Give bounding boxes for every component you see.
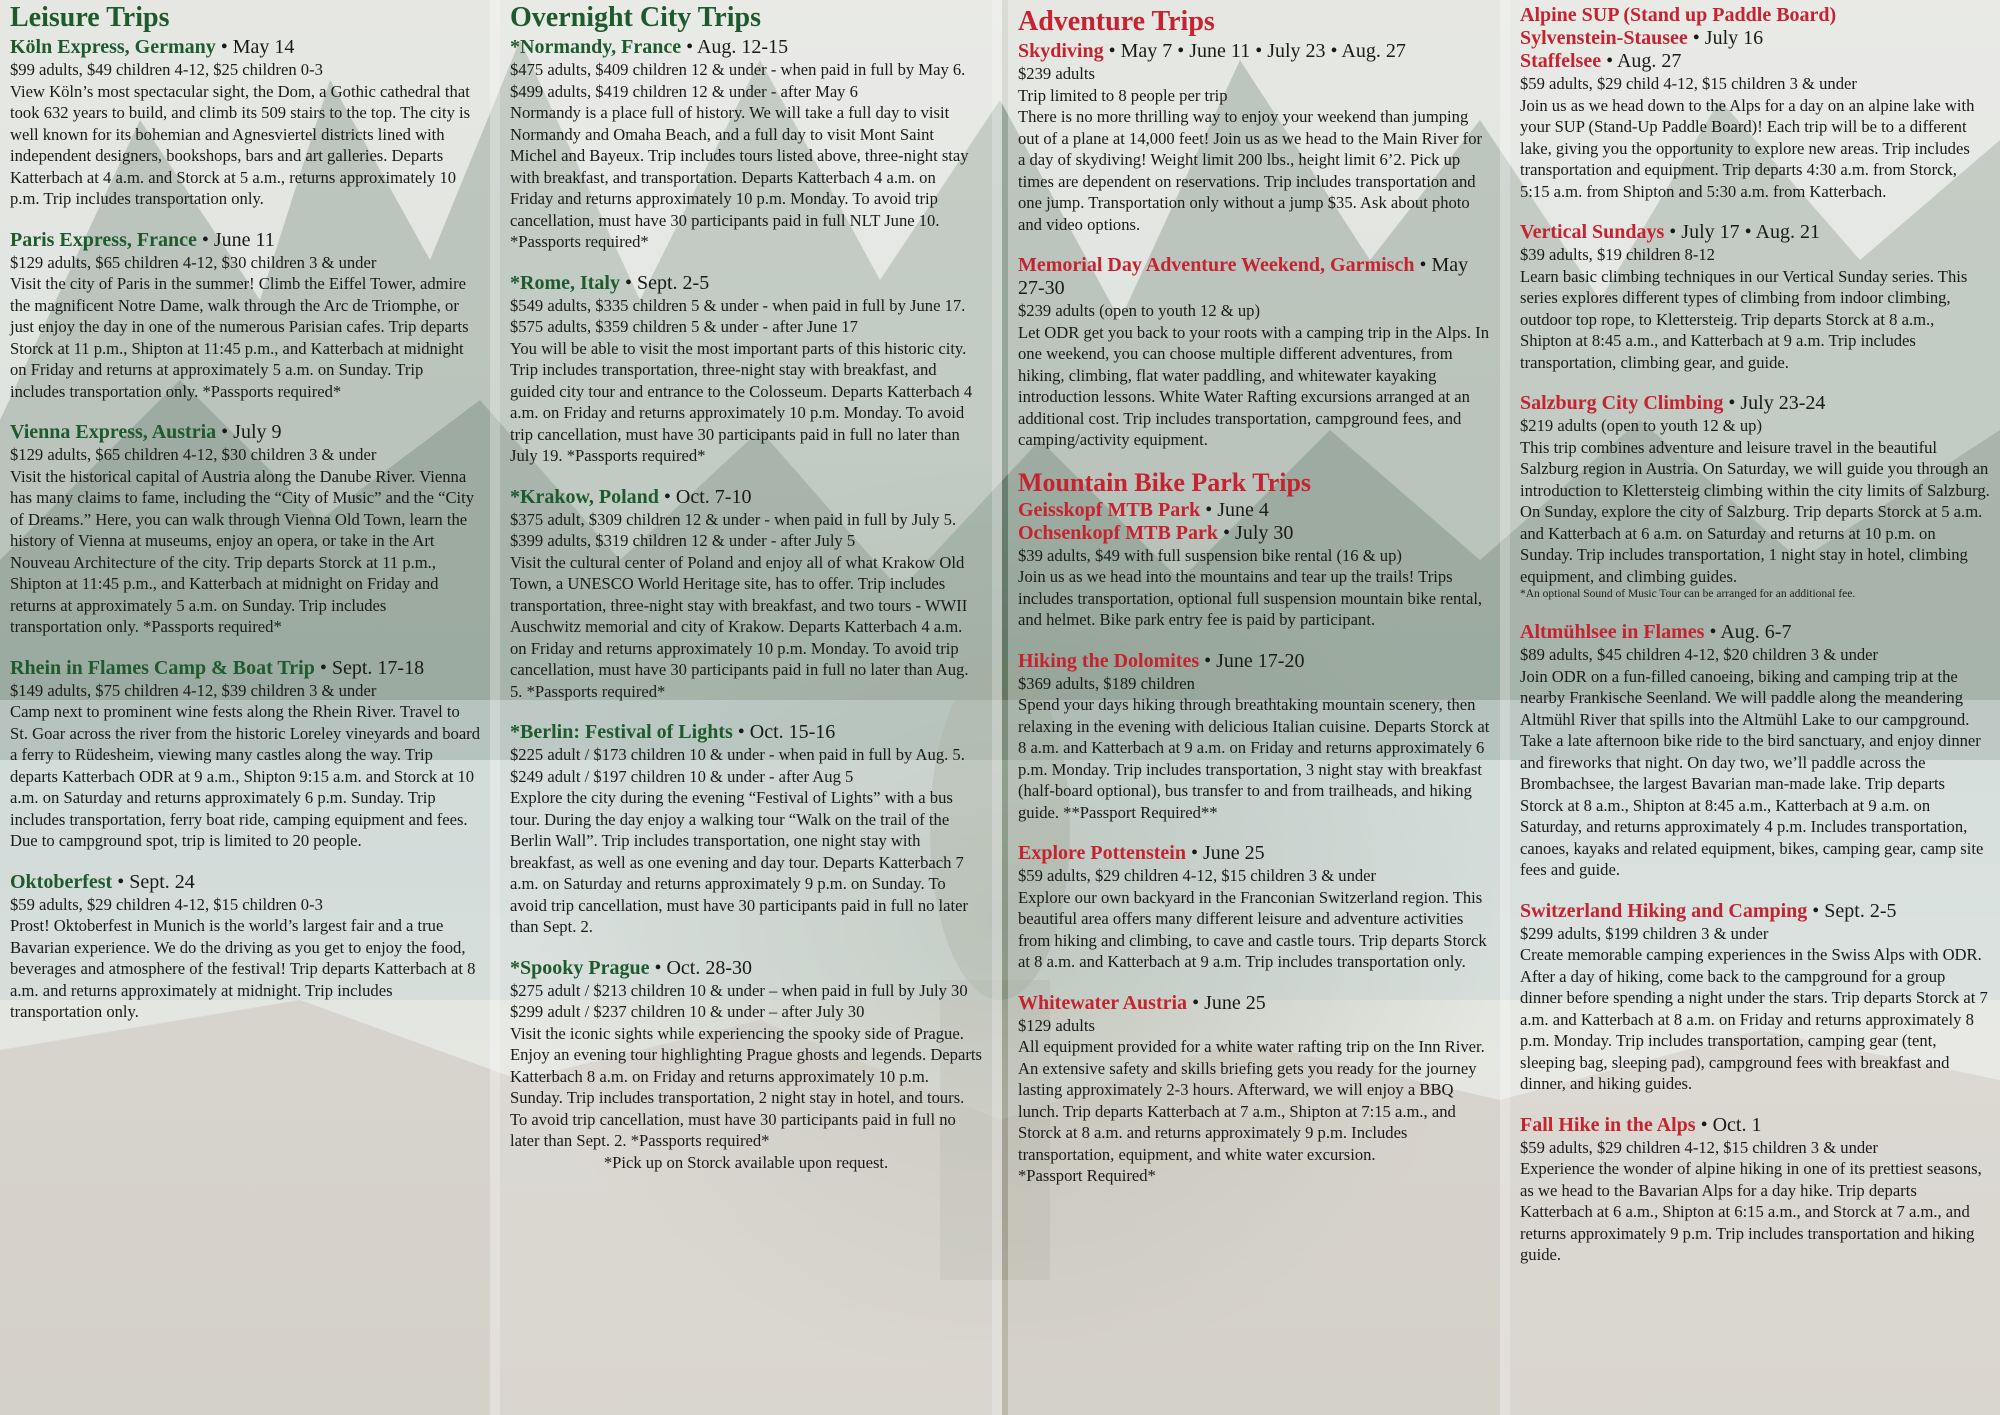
trip-text: $99 adults, $49 children 4-12, $25 children 0-3 bbox=[10, 60, 323, 79]
trip-text: Let ODR get you back to your roots with a camping trip in the Alps. In one weekend, you can choose multiple different adventures, from hiking, climbing, flat water paddling, and whitewater kayaking introduction lessons. White Water Rafting excursions arranged at an additional cost. Trip includes transportation, campground fees, and camping/activity equipment. bbox=[1018, 322, 1490, 449]
trip-item bbox=[10, 871, 480, 1023]
trip-item bbox=[1520, 221, 1990, 373]
trip-title: Sylvenstein-Stausee bbox=[1520, 27, 1688, 49]
trip-item bbox=[10, 229, 480, 403]
trip-item bbox=[510, 486, 982, 703]
trip-item bbox=[510, 36, 982, 253]
trip-title: Whitewater Austria bbox=[1018, 991, 1188, 1014]
trip-text: Explore our own backyard in the Franconian Switzerland region. This beautiful area offers many different leisure and adventure activities from hiking and climbing, to cave and castle tours. Trip departs Storck at 8 a.m. and Katterbach at 9 a.m. Trip includes transportation only. bbox=[1018, 887, 1487, 971]
trip-dates: • Sept. 2-5 bbox=[1812, 899, 1897, 922]
section-title-mountain-bike-park-trips: Mountain Bike Park Trips bbox=[1018, 467, 1312, 497]
trip-text: $59 adults, $29 child 4-12, $15 children 3 & under bbox=[1520, 74, 1857, 93]
trip-item bbox=[1018, 992, 1490, 1187]
trip-text: There is no more thrilling way to enjoy your weekend than jumping out of a plane at 14,000 feet! Join us as we head to the Main River for a day of skydiving! Weight limit 200 lbs., height limit 6’2. Pick up times are dependent on reservations. Trip includes transportation and one jump. Transportation only without a jump $35. Ask about photo and video options. bbox=[1018, 107, 1483, 234]
trip-dates: • June 25 bbox=[1192, 991, 1266, 1014]
trip-title: Vienna Express, Austria bbox=[10, 421, 217, 443]
trip-title: *Spooky Prague bbox=[510, 956, 650, 979]
trip-text: $39 adults, $19 children 8-12 bbox=[1520, 245, 1715, 264]
trip-dates: • May 14 bbox=[220, 36, 295, 58]
trip-text: $549 adults, $335 children 5 & under - when paid in full by June 17. bbox=[510, 295, 966, 315]
trip-text: $249 adult / $197 children 10 & under - after Aug 5 bbox=[510, 766, 854, 786]
trip-title: Alpine SUP (Stand up Paddle Board) bbox=[1520, 4, 1837, 26]
trip-item bbox=[1520, 900, 1990, 1095]
trip-title: *Krakow, Poland bbox=[510, 485, 659, 508]
trip-dates: • Oct. 7-10 bbox=[663, 485, 752, 508]
trip-text: Visit the city of Paris in the summer! Climb the Eiffel Tower, admire the magnificent Notre Dame, walk through the Arc de Triomphe, or just enjoy the day in one of the numerous Parisian cafes. Trip departs Storck at 11 p.m., Shipton at 11:45 p.m., and Katterbach at midnight on Friday and returns at approximately 5 a.m. on Sunday. Trip includes transportation only. *Passports required* bbox=[10, 274, 469, 401]
trip-title: *Rome, Italy bbox=[510, 271, 620, 294]
trip-title: Geisskopf MTB Park bbox=[1018, 498, 1201, 521]
trip-alpine-sup bbox=[1520, 2, 1990, 202]
trip-title: *Berlin: Festival of Lights bbox=[510, 721, 733, 743]
trip-text: $475 adults, $409 children 12 & under - when paid in full by May 6. bbox=[510, 60, 966, 79]
trip-text: $219 adults (open to youth 12 & up) bbox=[1520, 416, 1762, 435]
trip-text: $239 adults (open to youth 12 & up) bbox=[1018, 301, 1260, 320]
trip-dates: • Aug. 6-7 bbox=[1709, 621, 1792, 643]
trip-text: Camp next to prominent wine fests along the Rhein River. Travel to St. Goar across the river from the historic Loreley vineyards and board a ferry to Rüdesheim, viewing many castles along the way. Trip departs Katterbach ODR at 9 a.m., Shipton 9:15 a.m. and Storck at 10 a.m. on Saturday and returns approximately 6 p.m. Sunday. Trip includes transportation, ferry boat ride, camping equipment and fees. Due to campground spot, trip is limited to 20 people. bbox=[10, 702, 481, 850]
trip-text: $399 adults, $319 children 12 & under - after July 5 bbox=[510, 531, 856, 550]
trip-text: Join us as we head into the mountains and tear up the trails! Trips includes transportation, optional full suspension mountain bike rental, and helmet. Bike park entry fee is paid by participant. bbox=[1018, 567, 1483, 629]
trip-dates: • July 17 • Aug. 21 bbox=[1669, 221, 1820, 243]
trip-dates: • Oct. 28-30 bbox=[654, 956, 753, 979]
trip-text: Spend your days hiking through breathtaking mountain scenery, then relaxing in the evening with delicious Italian cuisine. Departs Storck at 8 a.m. and Katterbach at 9 a.m. on Friday and returns approximately 6 p.m. Monday. Trip includes transportation, 3 night stay with breakfast (half-board optional), bus transfer to and from trailheads, and hiking guide. **Passport Required** bbox=[1018, 695, 1490, 822]
trip-item bbox=[1018, 650, 1490, 824]
trip-text: $129 adults, $65 children 4-12, $30 children 3 & under bbox=[10, 445, 377, 464]
trip-title: Ochsenkopf MTB Park bbox=[1018, 521, 1219, 544]
trip-dates: • Sept. 2-5 bbox=[624, 271, 710, 294]
trip-title: Altmühlsee in Flames bbox=[1520, 621, 1705, 643]
trip-title: Fall Hike in the Alps bbox=[1520, 1113, 1696, 1136]
trip-title: Oktoberfest bbox=[10, 870, 113, 893]
trip-title: Skydiving bbox=[1018, 40, 1104, 62]
trip-dates: • July 16 bbox=[1692, 27, 1764, 49]
trip-text: $149 adults, $75 children 4-12, $39 children 3 & under bbox=[10, 680, 377, 700]
trip-title: *Normandy, France bbox=[510, 36, 682, 58]
trip-item bbox=[1520, 392, 1990, 602]
section-title-leisure-trips: Leisure Trips bbox=[10, 2, 170, 33]
trip-text: $59 adults, $29 children 4-12, $15 children 3 & under bbox=[1520, 1137, 1879, 1157]
trip-text: Normandy is a place full of history. We will take a full day to visit Normandy and Omaha Beach, and a full day to visit Mont Saint Michel and Bayeux. Trip includes tours listed above, three-night stay with breakfast, and transportation. Departs Katterbach 4 a.m. on Friday and returns approximately 10 p.m. Monday. To avoid trip cancellation, must have 30 participants paid in full NLT June 10. *Passports required* bbox=[510, 103, 969, 251]
trip-title: Paris Express, France bbox=[10, 228, 197, 251]
trip-text: Experience the wonder of alpine hiking in one of its prettiest seasons, as we head to the Bavarian Alps for a day hike. Trip departs Katterbach at 6 a.m., Shipton at 6:15 a.m., and Storck at 7 a.m., and returns approximately 9 p.m. Trip includes transportation and hiking guide. bbox=[1520, 1159, 1982, 1264]
trip-text: This trip combines adventure and leisure travel in the beautiful Salzburg region in Austria. On Saturday, we will guide you through an introduction to Klettersteig climbing within the city limits of Salzburg. On Sunday, explore the city of Salzburg. Trip departs Storck at 5 a.m. and Katterbach at 6 a.m. on Saturday and returns at 10 p.m. on Sunday. Trip includes transportation, 1 night stay in hotel, climbing equipment, and climbing guides. bbox=[1520, 437, 1990, 586]
trip-item bbox=[10, 36, 480, 210]
trip-text: Create memorable camping experiences in the Swiss Alps with ODR. After a day of hiking, come back to the campground for a group dinner before spending a night under the stars. Trip departs Storck at 7 a.m. and Katterbach at 8 a.m. on Friday and returns approximately 8 p.m. Monday. Trip includes transportation, camping gear (tent, sleeping bag, sleeping pad), campground fees with breakfast and dinner, and hiking guides. bbox=[1520, 945, 1988, 1093]
trip-text: Visit the historical capital of Austria along the Danube River. Vienna has many claims to fame, including the “City of Music” and the “City of Dreams.” Here, you can walk through Vienna Old Town, learn the history of Vienna at museums, enjoy an opera, or take in the Art Nouveau Architecture of the city. Trip departs Storck at 11 p.m., Shipton at 11:45 p.m., and Katterbach at midnight on Friday and returns at approximately 5 a.m. on Sunday. Trip includes transportation only. *Passports required* bbox=[10, 466, 475, 636]
trip-dates: • Oct. 15-16 bbox=[737, 721, 836, 743]
trip-text: $39 adults, $49 with full suspension bike rental (16 & up) bbox=[1018, 545, 1402, 565]
overnight-city-trips-column bbox=[500, 0, 992, 1415]
trip-dates: • Aug. 12-15 bbox=[686, 36, 789, 58]
trip-text: $299 adults, $199 children 3 & under bbox=[1520, 923, 1769, 943]
trip-item bbox=[1018, 254, 1490, 451]
pickup-footnote: *Pick up on Storck available upon request. bbox=[603, 1152, 889, 1172]
leisure-trips-column bbox=[0, 0, 490, 1415]
trip-dates: • Sept. 24 bbox=[117, 870, 195, 893]
trip-item bbox=[1520, 621, 1990, 881]
trip-dates: • Aug. 27 bbox=[1606, 50, 1682, 72]
trip-note: *An optional Sound of Music Tour can be arranged for an additional fee. bbox=[1520, 588, 1856, 600]
trip-title: Explore Pottenstein bbox=[1018, 842, 1186, 864]
trip-text: $59 adults, $29 children 4-12, $15 children 3 & under bbox=[1018, 866, 1377, 885]
trip-text: $225 adult / $173 children 10 & under - when paid in full by Aug. 5. bbox=[510, 745, 965, 764]
trip-text: *Passport Required* bbox=[1018, 1166, 1156, 1185]
trip-text: $575 adults, $359 children 5 & under - after June 17 bbox=[510, 317, 858, 336]
trip-text: $59 adults, $29 children 4-12, $15 children 0-3 bbox=[10, 894, 323, 914]
trip-text: $89 adults, $45 children 4-12, $20 children 3 & under bbox=[1520, 645, 1879, 664]
trip-item bbox=[510, 721, 982, 938]
trip-dates: • June 11 bbox=[201, 228, 275, 251]
trip-text: $275 adult / $213 children 10 & under – when paid in full by July 30 bbox=[510, 980, 968, 1000]
trip-dates: • June 25 bbox=[1190, 842, 1265, 864]
trip-text: Visit the iconic sights while experiencing the spooky side of Prague. Enjoy an evening tour highlighting Prague ghosts and legends. Departs Katterbach 8 a.m. on Friday and returns approximately 10 p.m. Sunday. Trip includes transportation, 2 night stay in hotel, and tours. To avoid trip cancellation, must have 30 participants paid in full no later than Sept. 2. *Passports required* bbox=[510, 1023, 982, 1150]
trip-item bbox=[10, 421, 480, 638]
trip-text: Join us as we head down to the Alps for a day on an alpine lake with your SUP (Stand-Up Paddle Board)! Each trip will be to a different lake, giving you the opportunity to explore new areas. Trip includes transportation and equipment. Trip departs 4:30 a.m. from Storck, 5:15 a.m. from Shipton and 5:30 a.m. from Katterbach. bbox=[1520, 95, 1975, 201]
trip-dates: • July 30 bbox=[1223, 521, 1294, 544]
trip-dates: • Sept. 17-18 bbox=[319, 656, 425, 679]
section-title-overnight-city-trips: Overnight City Trips bbox=[510, 2, 761, 33]
trip-text: $129 adults bbox=[1018, 1015, 1095, 1035]
trip-text: Trip limited to 8 people per trip bbox=[1018, 85, 1228, 105]
trip-title: Staffelsee bbox=[1520, 50, 1602, 72]
trip-text: Explore the city during the evening “Festival of Lights” with a bus tour. During the day enjoy a walking tour “Walk on the trail of the Berlin Wall”. Trip includes transportation, one night stay with breakfast, as well as one evening and day tour. Departs Katterbach 7 a.m. on Saturday and returns approximately 9 p.m. on Sunday. To avoid trip cancellation, must have 30 participants paid in full no later than Sept. 2. bbox=[510, 788, 969, 936]
trip-text: $239 adults bbox=[1018, 64, 1095, 83]
trip-text: $369 adults, $189 children bbox=[1018, 673, 1195, 693]
trip-text: View Köln’s most spectacular sight, the Dom, a Gothic cathedral that took 632 years to build, and climb its 509 stairs to the top. The city is well known for its bohemian and Agnesviertel districts lined with independent designers, bookshops, bars and art galleries. Departs Katterbach at 4 a.m. and Storck at 5 a.m., returns approximately 10 p.m. Trip includes transportation only. bbox=[10, 81, 471, 208]
trip-title: Vertical Sundays bbox=[1520, 221, 1665, 243]
trip-text: Join ODR on a fun-filled canoeing, biking and camping trip at the nearby Frankische Seenland. We will paddle along the meandering Altmühl River that spills into the Altmühl Lake to our campground. Take a late afternoon bike ride to the bird sanctuary, and enjoy dinner and fireworks that night. On day two, we’ll paddle across the Brombachsee, the largest Bavarian man-made lake. Trip departs Storck at 8 a.m., Shipton at 8:45 a.m., Katterbach at 9 a.m. on Saturday, and returns approximately 4 p.m. Includes transportation, canoes, kayaks and related equipment, bikes, camping gear, camp site fees and guide. bbox=[1520, 666, 1984, 879]
trip-item bbox=[1520, 1114, 1990, 1266]
trip-dates: • June 4 bbox=[1205, 498, 1269, 521]
adventure-trips-column bbox=[1008, 0, 1500, 1415]
trip-dates: • July 9 bbox=[221, 421, 282, 443]
trip-mountain-bike bbox=[1018, 499, 1490, 631]
trip-text: Learn basic climbing techniques in our Vertical Sunday series. This series explores different types of climbing from indoor climbing, outdoor top rope, to Klettersteig. Trip departs Storck at 8 a.m., Shipton at 8:45 a.m., and Katterbach at 9 a.m. Trip includes transportation, climbing gear, and guide. bbox=[1520, 266, 1968, 372]
trip-text: $129 adults, $65 children 4-12, $30 children 3 & under bbox=[10, 252, 377, 272]
trip-text: $499 adults, $419 children 12 & under - after May 6 bbox=[510, 81, 858, 101]
trip-text: $375 adult, $309 children 12 & under - when paid in full by July 5. bbox=[510, 509, 957, 529]
trip-item bbox=[1018, 40, 1490, 235]
alpine-trips-column bbox=[1510, 0, 2000, 1415]
trip-text: All equipment provided for a white water rafting trip on the Inn River. An extensive safety and skills briefing gets you ready for the journey lasting approximately 2-3 hours. Afterward, we will enjoy a BBQ lunch. Trip departs Katterbach at 7 a.m., Shipton at 7:15 a.m., and Storck at 8 a.m. and returns approximately 9 p.m. Includes transportation, equipment, and white water excursion. bbox=[1018, 1037, 1485, 1164]
trip-title: Köln Express, Germany bbox=[10, 36, 216, 58]
trip-dates: • Oct. 1 bbox=[1700, 1113, 1762, 1136]
trip-title: Switzerland Hiking and Camping bbox=[1520, 899, 1808, 922]
trip-item bbox=[10, 657, 480, 852]
trip-dates: • May 27-30 bbox=[1018, 254, 1469, 299]
trip-item bbox=[510, 272, 982, 467]
trip-text: You will be able to visit the most important parts of this historic city. Trip includes transportation, three-night stay with breakfast, and guided city tour and entrance to the Colosseum. Departs Katterbach 4 a.m. on Friday and returns approximately 10 p.m. Monday. To avoid trip cancellation, must have 30 participants paid in full no later than July 19. *Passports required* bbox=[510, 338, 973, 465]
section-title-adventure-trips: Adventure Trips bbox=[1018, 6, 1215, 37]
trip-text: $299 adult / $237 children 10 & under – after July 30 bbox=[510, 1002, 865, 1021]
trip-item bbox=[510, 957, 982, 1152]
trip-dates: • June 17-20 bbox=[1204, 649, 1305, 672]
trip-title: Hiking the Dolomites bbox=[1018, 649, 1200, 672]
trip-title: Memorial Day Adventure Weekend, Garmisch bbox=[1018, 254, 1415, 276]
trip-title: Salzburg City Climbing bbox=[1520, 392, 1724, 414]
trip-text: Prost! Oktoberfest in Munich is the world’s largest fair and a true Bavarian experience. We do the driving as you get to enjoy the food, beverages and atmosphere of the festival! Trip departs Katterbach at 8 a.m. and returns approximately at midnight. Trip includes transportation only. bbox=[10, 916, 476, 1021]
trip-dates: • May 7 • June 11 • July 23 • Aug. 27 bbox=[1108, 40, 1406, 62]
trip-text: Visit the cultural center of Poland and enjoy all of what Krakow Old Town, a UNESCO World Heritage site, has to offer. Trip includes transportation, three-night stay with breakfast, and two tours - WWII Auschwitz memorial and city of Krakow. Departs Katterbach 4 a.m. on Friday and returns approximately 10 p.m. Monday. To avoid trip cancellation, must have 30 participants paid in full no later than Aug. 5. *Passports required* bbox=[510, 552, 969, 701]
trip-item bbox=[1018, 842, 1490, 973]
trip-title: Rhein in Flames Camp & Boat Trip bbox=[10, 656, 315, 679]
trip-dates: • July 23-24 bbox=[1728, 392, 1826, 414]
